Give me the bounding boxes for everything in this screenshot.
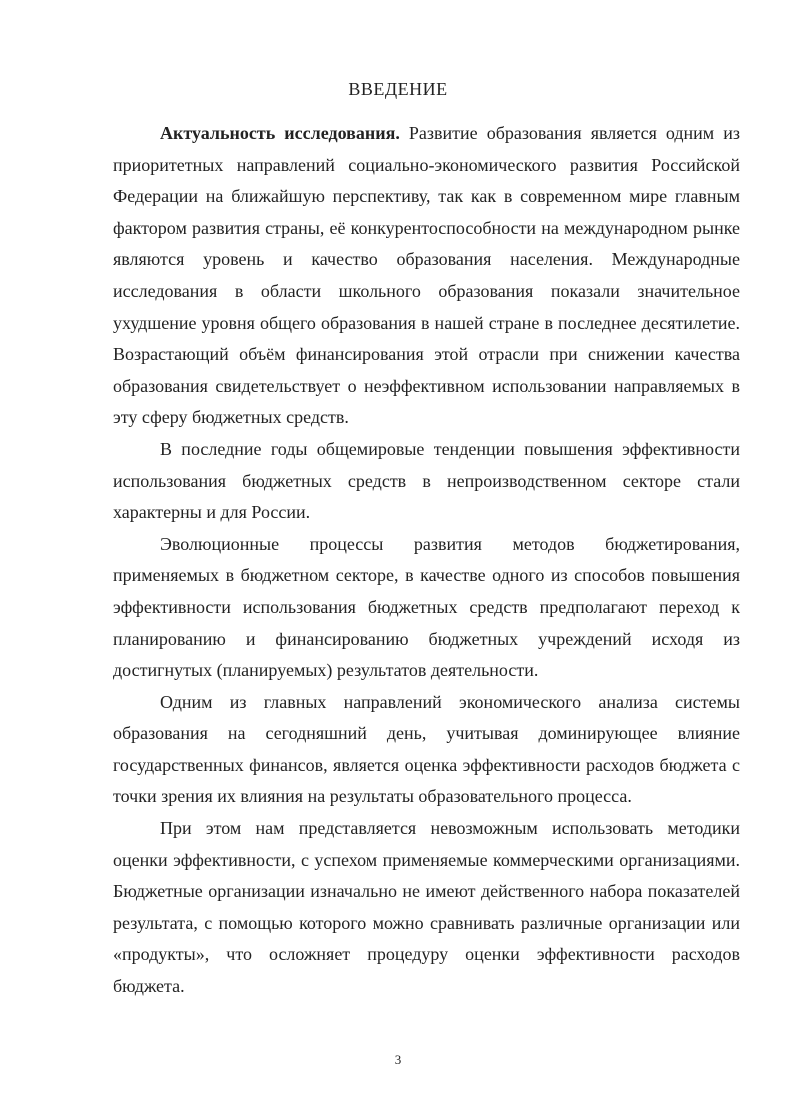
paragraph-trends: В последние годы общемировые тенденции повышения эффективности использования бюджетных средств в непроизводственном секторе стали характерны и для России. xyxy=(113,438,740,523)
paragraph-budgeting: Эволюционные процессы развития методов бюджетирования, применяемых в бюджетном секторе, в качестве одного из способов повышения эффективности использования бюджетных средств предполагают переход к планированию и финансированию бюджетных учреждений исходя из достигнутых (планируемых) результатов деятельности. xyxy=(113,533,740,681)
paragraph-methods: При этом нам представляется невозможным использовать методики оценки эффективности, с успехом применяемые коммерческими организациями. Бюджетные организации изначально не имеют действенного набора показателей результата, с помощью которого можно сравнивать различные организации или «продукты», что осложняет процедуру оценки эффективности расходов бюджета. xyxy=(113,818,740,997)
page-title: ВВЕДЕНИЕ xyxy=(348,79,448,99)
paragraph-relevance xyxy=(113,118,740,434)
paragraph-analysis: Одним из главных направлений экономического анализа системы образования на сегодняшний день, учитывая доминирующее влияние государственных финансов, является оценка эффективности расходов бюджета с точки зрения их влияния на результаты образовательного процесса. xyxy=(113,691,740,807)
paragraph-lead: Актуальность исследования. xyxy=(160,123,400,143)
page-number: 3 xyxy=(394,1052,402,1067)
paragraph-text: Развитие образования является одним из приоритетных направлений социально-экономического развития Российской Федерации на ближайшую перспективу, так как в современном мире главным фактором развития страны, её конкурентоспособности на международном рынке являются уровень и качество образования населения. Международные исследования в области школьного образования показали значительное ухудшение уровня общего образования в нашей стране в последнее десятилетие. Возрастающий объём финансирования этой отрасли при снижении качества образования свидетельствует о неэффективном использовании направляемых в эту сферу бюджетных средств. xyxy=(113,123,740,428)
body-text xyxy=(113,118,740,1003)
